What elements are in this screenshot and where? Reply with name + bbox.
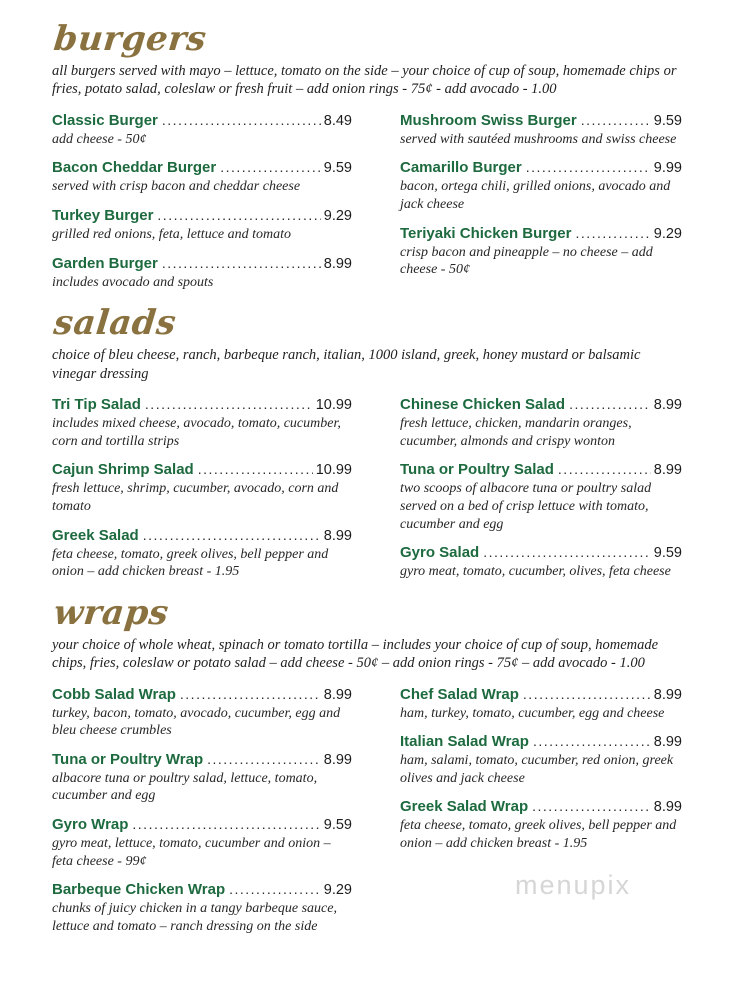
section-title-salads: salads (51, 303, 179, 344)
item-description: served with crisp bacon and cheddar cheese (52, 179, 301, 195)
item-name: Cobb Salad Wrap (52, 685, 176, 703)
item-price: 9.99 (653, 160, 682, 177)
item-price: 8.99 (323, 686, 352, 703)
item-price: 9.29 (323, 208, 352, 225)
item-name: Greek Salad (52, 526, 139, 544)
dot-leader (143, 527, 321, 543)
item-name: Greek Salad Wrap (400, 798, 529, 816)
item-price: 10.99 (315, 397, 352, 414)
menu-item (52, 207, 352, 244)
item-price: 9.59 (323, 817, 352, 834)
dot-leader (523, 686, 651, 702)
dot-leader (533, 733, 651, 749)
dot-leader (162, 112, 321, 128)
section-title-wraps: wraps (51, 592, 171, 633)
item-description: gyro meat, lettuce, tomato, cucumber and onion – feta cheese - 99¢ (52, 836, 331, 869)
item-description: bacon, ortega chili, grilled onions, avocado and jack cheese (400, 179, 671, 213)
menu-item (52, 255, 352, 292)
dot-leader (483, 544, 651, 560)
menu-item (400, 112, 682, 149)
burgers-left-column (52, 112, 352, 303)
menu-item (400, 461, 682, 533)
item-price: 8.99 (653, 799, 682, 816)
item-description: ham, turkey, tomato, cucumber, egg and cheese (400, 705, 665, 721)
dot-leader (180, 686, 321, 702)
section-salads (51, 303, 682, 592)
menu-item (400, 733, 682, 787)
menu-item (52, 751, 352, 805)
item-description: feta cheese, tomato, greek olives, bell pepper and onion – add chicken breast - 1.95 (52, 546, 329, 580)
item-name: Tri Tip Salad (52, 396, 141, 414)
menu-item (400, 686, 682, 723)
item-price: 8.99 (323, 751, 352, 768)
item-description: grilled red onions, feta, lettuce and tomato (52, 227, 292, 243)
menu-item (52, 159, 352, 196)
dot-leader (581, 112, 651, 128)
item-description: feta cheese, tomato, greek olives, bell pepper and onion – add chicken breast - 1.95 (400, 818, 677, 852)
menu-item (52, 881, 352, 935)
item-price: 8.99 (653, 686, 682, 703)
item-price: 8.99 (323, 527, 352, 544)
menu-item (52, 461, 352, 515)
dot-leader (558, 461, 651, 477)
wraps-columns (52, 686, 682, 947)
section-intro-wraps: your choice of whole wheat, spinach or tomato tortilla – includes your choice of cup of soup, homemade chips, fries, coleslaw or potato salad – add cheese - 50¢ – add onion rings - 75¢ – add avocado - 1.00 (52, 636, 659, 672)
item-description: gyro meat, tomato, cucumber, olives, feta cheese (400, 564, 671, 580)
dot-leader (229, 881, 321, 897)
dot-leader (220, 159, 321, 175)
menu-item (400, 798, 682, 852)
item-name: Camarillo Burger (400, 159, 522, 177)
item-price: 8.99 (653, 734, 682, 751)
salads-right-column (400, 396, 682, 592)
menu-item (400, 544, 682, 581)
menu-item (400, 159, 682, 213)
item-price: 8.99 (323, 255, 352, 272)
menu-item (52, 396, 352, 450)
item-name: Gyro Wrap (52, 816, 129, 834)
salads-columns (52, 396, 682, 592)
item-price: 9.59 (653, 112, 682, 129)
dot-leader (526, 159, 651, 175)
dot-leader (207, 751, 321, 767)
item-name: Classic Burger (52, 111, 158, 129)
item-name: Teriyaki Chicken Burger (400, 224, 572, 242)
item-name: Bacon Cheddar Burger (52, 159, 217, 177)
section-burgers (51, 19, 682, 302)
item-name: Mushroom Swiss Burger (400, 111, 577, 129)
item-name: Tuna or Poultry Salad (400, 461, 554, 479)
item-price: 8.99 (653, 462, 682, 479)
section-intro-salads: choice of bleu cheese, ranch, barbeque ranch, italian, 1000 island, greek, honey mustard or balsamic vinegar dressing (52, 346, 641, 382)
item-price: 10.99 (315, 462, 352, 479)
menupix-watermark: menupix (515, 870, 632, 900)
burgers-right-column (400, 112, 682, 303)
wraps-right-column (400, 686, 682, 947)
dot-leader (532, 798, 651, 814)
menu-item (52, 686, 352, 740)
item-description: ham, salami, tomato, cucumber, red onion, greek olives and jack cheese (400, 753, 674, 786)
item-description: add cheese - 50¢ (52, 131, 147, 147)
menu-item (400, 225, 682, 279)
item-name: Cajun Shrimp Salad (52, 461, 194, 479)
menu-item (400, 396, 682, 450)
dot-leader (132, 816, 320, 832)
item-name: Tuna or Poultry Wrap (52, 750, 204, 768)
burgers-columns (52, 112, 682, 303)
item-description: includes mixed cheese, avocado, tomato, cucumber, corn and tortilla strips (52, 416, 341, 449)
item-price: 9.29 (653, 225, 682, 242)
dot-leader (157, 207, 320, 223)
item-name: Gyro Salad (400, 544, 480, 562)
item-name: Barbeque Chicken Wrap (52, 881, 226, 899)
section-title-burgers: burgers (51, 19, 209, 59)
item-name: Turkey Burger (52, 207, 154, 225)
item-description: chunks of juicy chicken in a tangy barbeque sauce, lettuce and tomato – ranch dressing on the side (52, 901, 337, 934)
item-description: served with sautéed mushrooms and swiss cheese (400, 131, 677, 147)
item-description: two scoops of albacore tuna or poultry salad served on a bed of crisp lettuce with tomato, cucumber and egg (400, 481, 652, 532)
item-name: Chinese Chicken Salad (400, 396, 566, 414)
item-name: Garden Burger (52, 254, 158, 272)
item-description: turkey, bacon, tomato, avocado, cucumber, egg and bleu cheese crumbles (52, 705, 341, 739)
item-description: crisp bacon and pineapple – no cheese – add cheese - 50¢ (400, 244, 653, 278)
menu-item (52, 112, 352, 149)
wraps-left-column (52, 686, 352, 947)
dot-leader (145, 396, 313, 412)
item-name: Chef Salad Wrap (400, 685, 519, 703)
dot-leader (198, 461, 313, 477)
item-description: fresh lettuce, shrimp, cucumber, avocado, corn and tomato (52, 481, 339, 514)
item-description: fresh lettuce, chicken, mandarin oranges, cucumber, almonds and crispy wonton (400, 416, 632, 449)
item-price: 8.49 (323, 112, 352, 129)
menu-item (52, 816, 352, 870)
section-intro-burgers: all burgers served with mayo – lettuce, tomato on the side – your choice of cup of soup, homemade chips or fries, potato salad, coleslaw or fresh fruit – add onion rings - 75¢ - add avocado - 1.00 (52, 62, 677, 98)
salads-left-column (52, 396, 352, 592)
dot-leader (162, 255, 321, 271)
menu-item (52, 527, 352, 581)
item-price: 9.29 (323, 882, 352, 899)
dot-leader (575, 225, 650, 241)
dot-leader (569, 396, 651, 412)
item-price: 8.99 (653, 397, 682, 414)
item-price: 9.59 (323, 160, 352, 177)
item-description: includes avocado and spouts (52, 274, 214, 290)
item-price: 9.59 (653, 545, 682, 562)
item-description: albacore tuna or poultry salad, lettuce, tomato, cucumber and egg (52, 770, 318, 804)
item-name: Italian Salad Wrap (400, 733, 529, 751)
